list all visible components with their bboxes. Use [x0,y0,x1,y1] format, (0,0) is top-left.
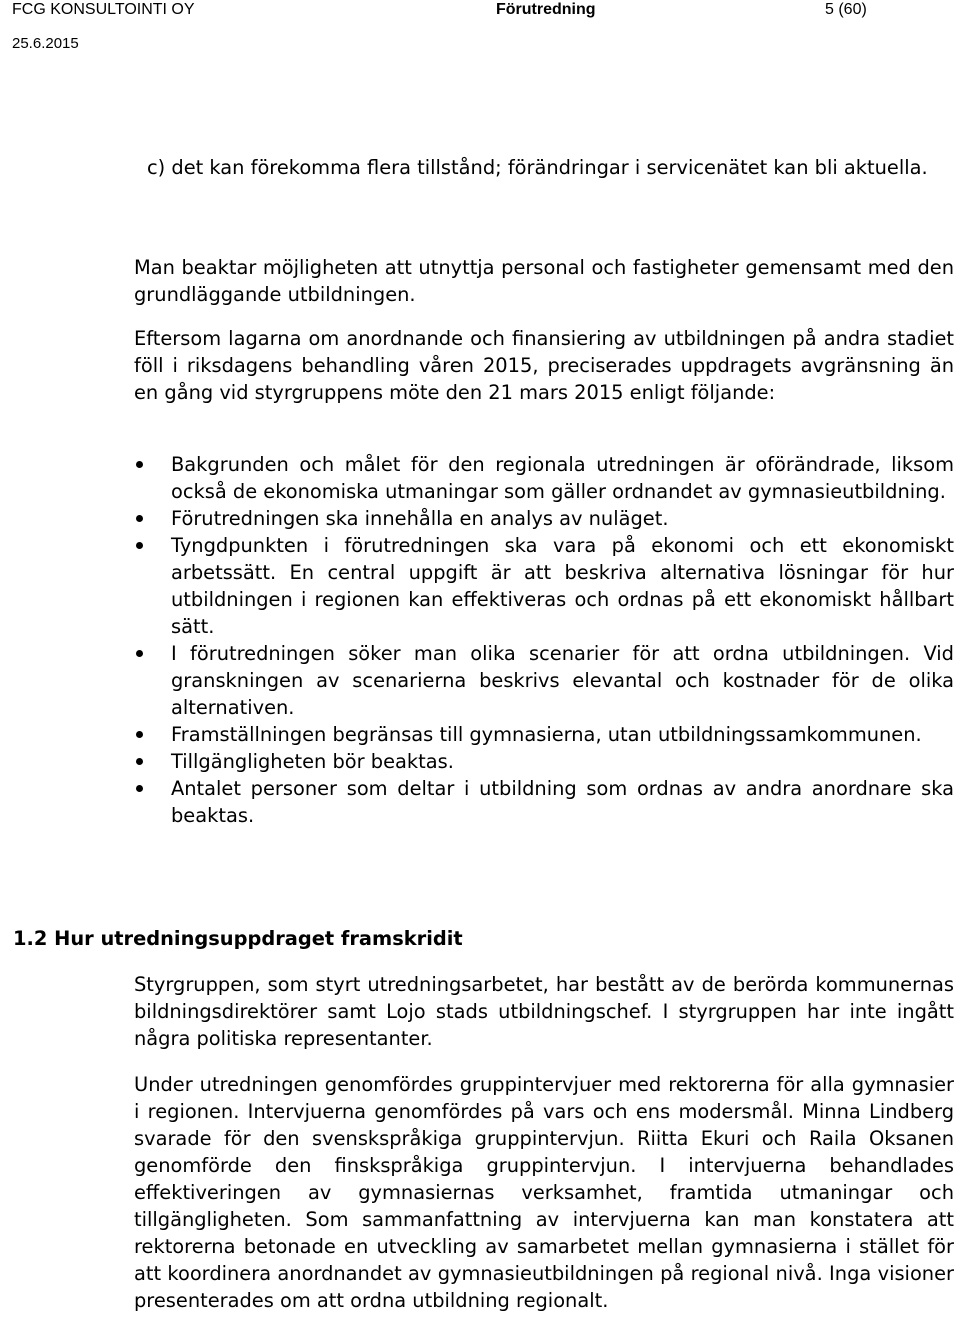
section-heading: 1.2 Hur utredningsuppdraget framskridit [13,927,463,950]
bullet-item: Framställningen begränsas till gymnasierna, utan utbildningssamkommunen. [134,721,954,748]
paragraph-personal-fastigheter: Man beaktar möjligheten att utnyttja personal och fastigheter gemensamt med den grundläggande utbildningen. [134,256,954,306]
bullet-item: Bakgrunden och målet för den regionala utredningen är oförändrade, liksom också de ekonomiska utmaningar som gäller ordnandet av gymnasieutbildning. [134,451,954,505]
bullet-item: I förutredningen söker man olika scenarier för att ordna utbildningen. Vid granskningen av scenarierna beskrivs elevantal och kostnader för de olika alternativen. [134,640,954,721]
paragraph-intervjuer: Under utredningen genomfördes gruppintervjuer med rektorerna för alla gymnasier i regionen. Intervjuerna genomfördes på vars och ens modersmål. Minna Lindberg svarade för den svenskspråkiga gruppintervjun. Riitta Ekuri och Raila Oksanen genomförde den finskspråkiga gruppintervjun. I intervjuerna behandlades effektiveringen av gymnasiernas verksamhet, framtida utmaningar och tillgängligheten. Som sammanfattning av intervjuerna kan man konstatera att rektorerna betonade en utveckling av samarbetet mellan gymnasierna i stället för att koordinera anordnandet av gymnasieutbildningen på regional nivå. Inga visioner presenterades om att ordna utbildning regionalt. [134,1073,954,1312]
bullet-item: Antalet personer som deltar i utbildning som ordnas av andra anordnare ska beaktas. [134,775,954,829]
paragraph-avgransning: Eftersom lagarna om anordnande och finansiering av utbildningen på andra stadiet föll i riksdagens behandling våren 2015, preciserades uppdragets avgränsning än en gång vid styrgruppens möte den 21 mars 2015 enligt följande: [134,327,954,404]
document-title: Förutredning [496,1,596,18]
bullet-list [134,451,954,829]
list-item-c: c) det kan förekomma flera tillstånd; förändringar i servicenätet kan bli aktuella. [147,156,928,179]
page-header [0,0,960,60]
page-number: 5 (60) [825,1,867,18]
bullet-item: Tillgängligheten bör beaktas. [134,748,954,775]
company-name: FCG KONSULTOINTI OY [12,1,195,18]
bullet-item: Förutredningen ska innehålla en analys av nuläget. [134,505,954,532]
bullet-item: Tyngdpunkten i förutredningen ska vara på ekonomi och ett ekonomiskt arbetssätt. En central uppgift är att beskriva alternativa lösningar för hur utbildningen i regionen kan effektiveras och ordnas på ett ekonomiskt hållbart sätt. [134,532,954,640]
document-date: 25.6.2015 [12,35,79,52]
paragraph-styrgruppen: Styrgruppen, som styrt utredningsarbetet, har bestått av de berörda kommunernas bildningsdirektörer samt Lojo stads utbildningschef. I styrgruppen har inte ingått några politiska representanter. [134,973,954,1050]
